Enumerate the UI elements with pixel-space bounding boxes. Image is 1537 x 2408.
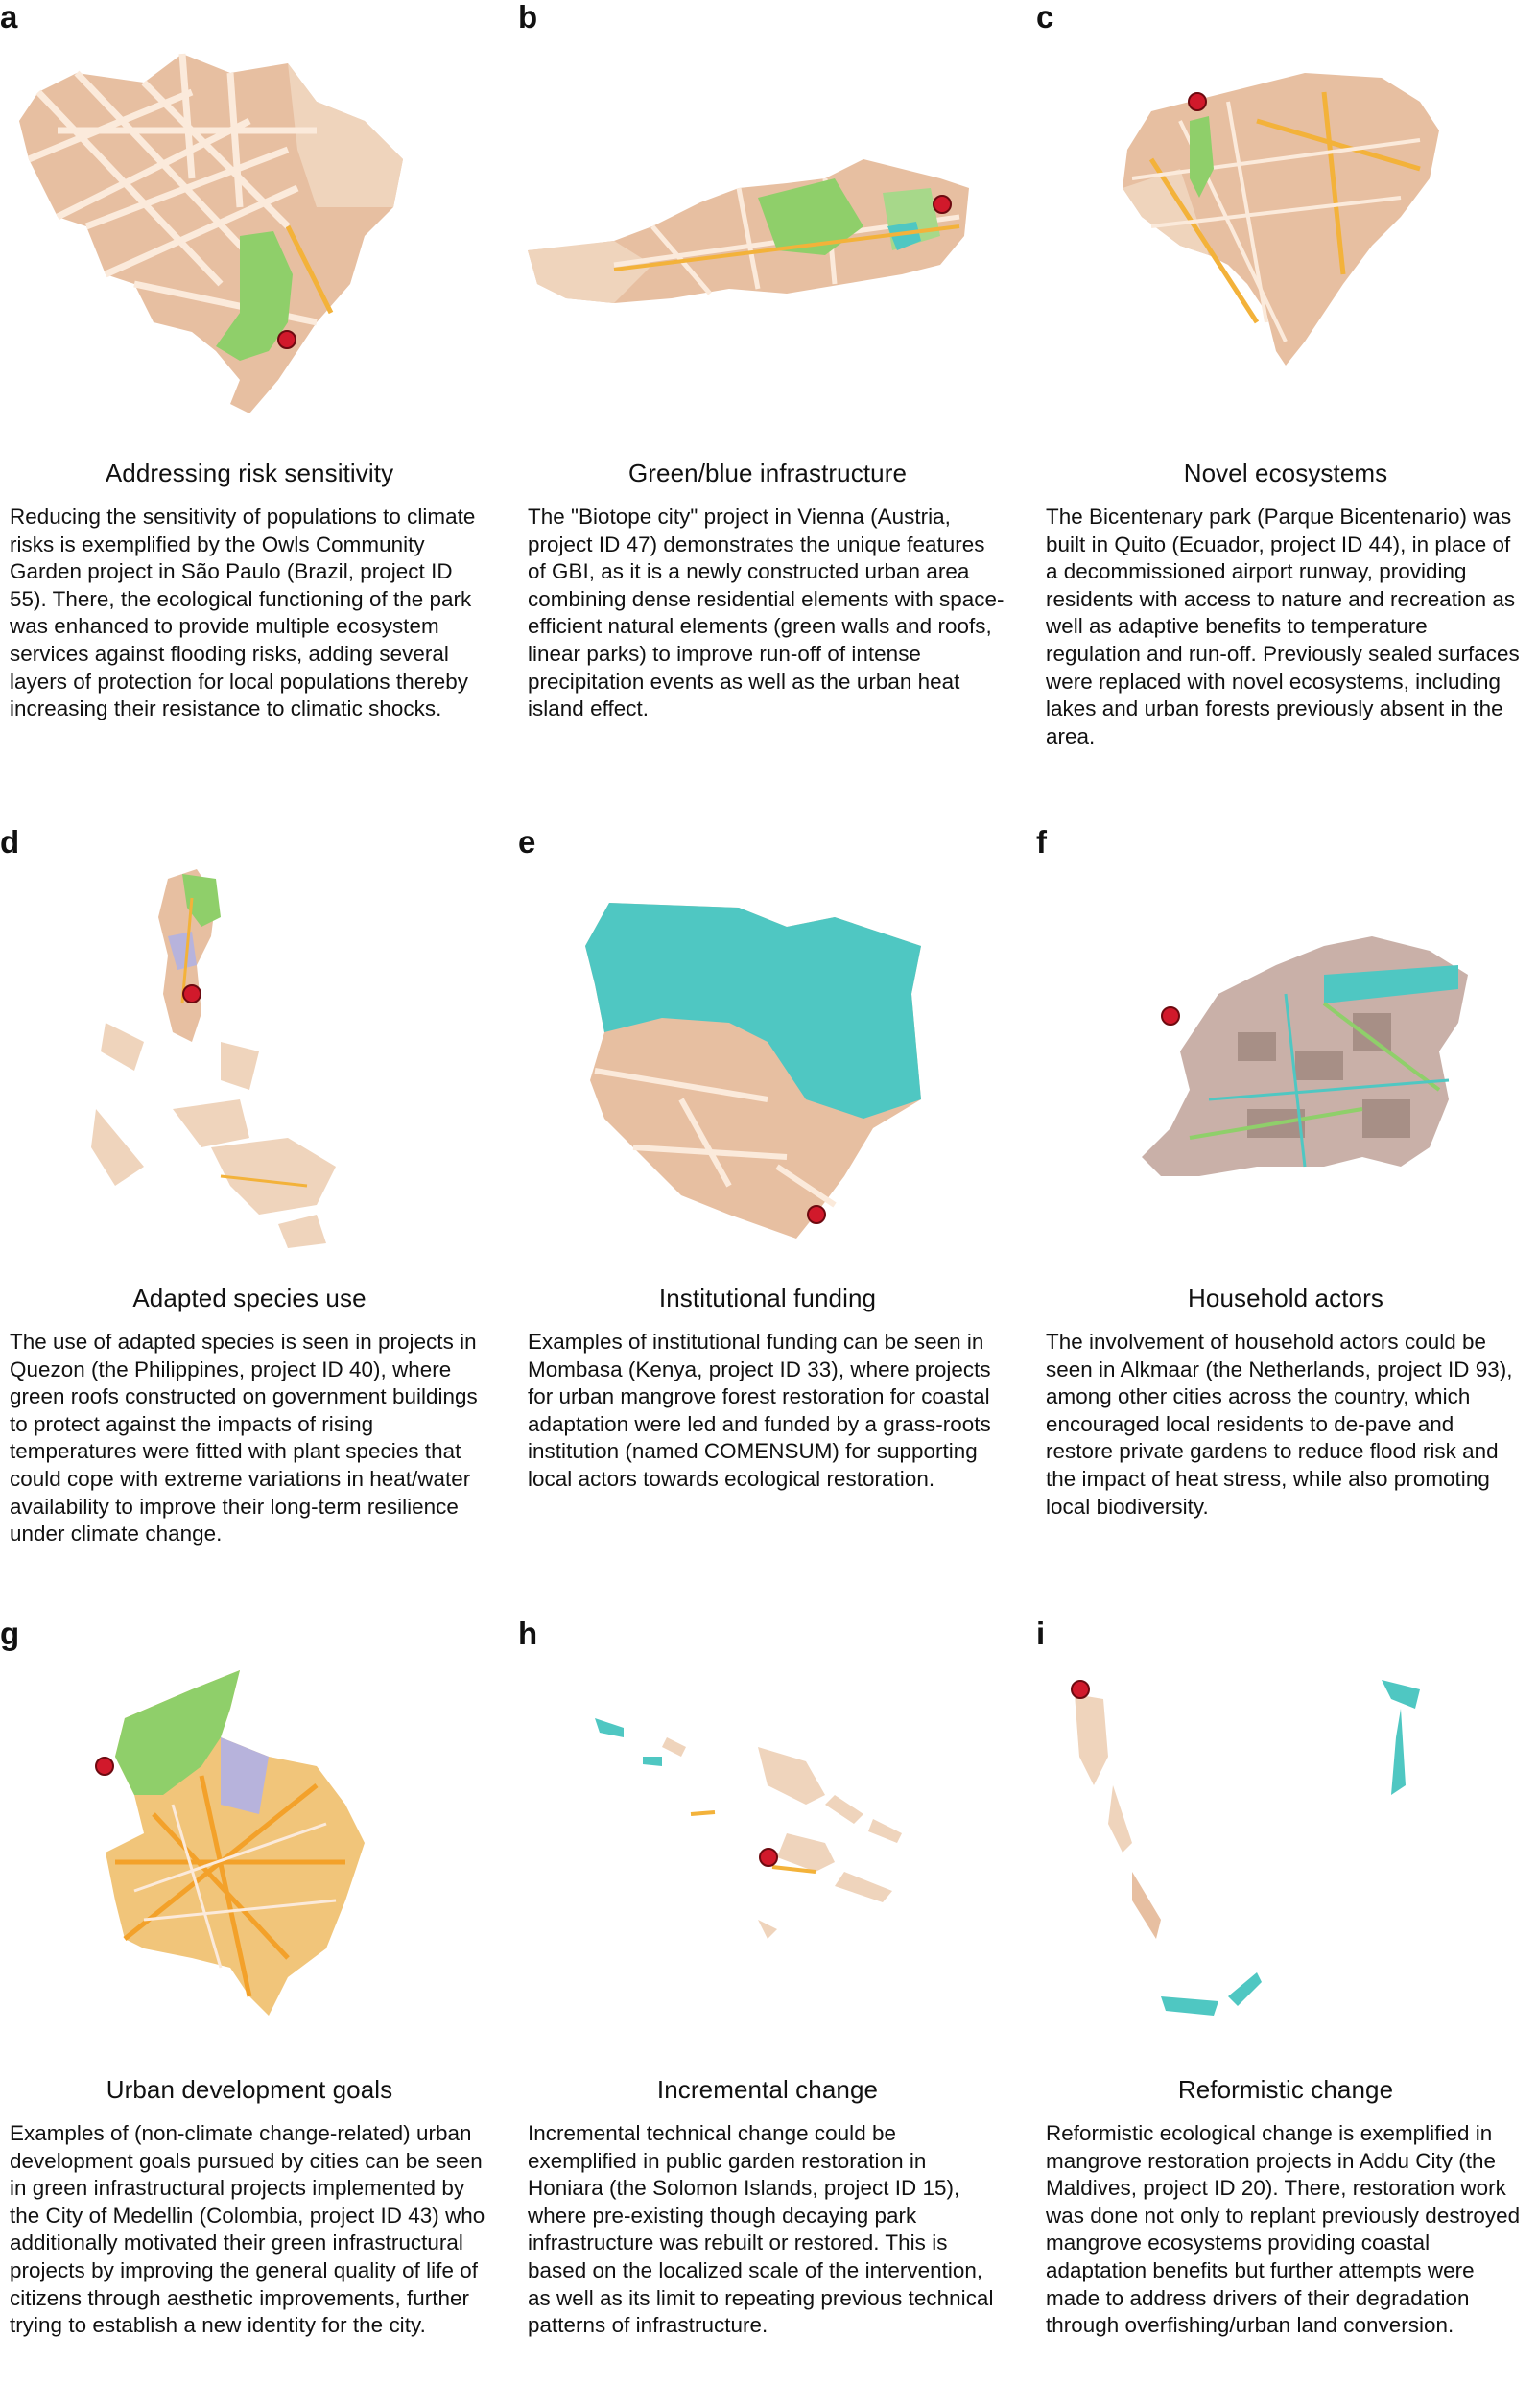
location-marker xyxy=(278,331,296,348)
map-netherlands-illustration xyxy=(1036,860,1535,1253)
map-solomon-islands xyxy=(518,1651,1017,2044)
highway xyxy=(691,1812,715,1814)
panel-e xyxy=(518,825,1017,1617)
land-shape xyxy=(1132,1872,1161,1939)
map-brazil xyxy=(0,35,499,428)
map-philippines-illustration xyxy=(0,860,499,1253)
panel-title: Reformistic change xyxy=(1177,2075,1394,2104)
location-marker xyxy=(808,1206,825,1223)
panel-description: The use of adapted species is seen in projects in Quezon (the Philippines, project ID 40), where green roofs constructed on government buildings to protect against the impacts of rising temperatures were fitted with plant species that could cope with extreme variations in heat/water availability to improve their long-term resilience under climate change. xyxy=(10,1330,478,1546)
water-islands xyxy=(1161,1680,1420,2016)
panel-title: Incremental change xyxy=(656,2075,879,2104)
map-ecuador xyxy=(1036,35,1535,428)
panel-title: Novel ecosystems xyxy=(1183,459,1388,487)
map-colombia xyxy=(0,1651,499,2044)
map-brazil-illustration xyxy=(0,35,499,428)
location-marker xyxy=(183,985,201,1003)
water-islands xyxy=(595,1718,662,1766)
island-shapes xyxy=(662,1737,902,1939)
panel-label: e xyxy=(518,824,536,860)
map-maldives-illustration xyxy=(1036,1651,1535,2044)
panel-label: d xyxy=(0,824,20,860)
panel-title: Adapted species use xyxy=(132,1284,367,1312)
map-philippines xyxy=(0,860,499,1253)
location-marker xyxy=(96,1758,113,1775)
location-marker xyxy=(1189,93,1206,110)
location-marker xyxy=(1072,1681,1089,1698)
panel-label: i xyxy=(1036,1616,1046,1651)
panel-d xyxy=(0,825,499,1617)
panel-h xyxy=(518,1617,1017,2408)
panel-description: Reducing the sensitivity of populations to climate risks is exemplified by the Owls Community Garden project in São Paulo (Brazil, project ID 55). There, the ecological functioning of the park was enhanced to provide multiple ecosystem services against flooding risks, adding several layers of protection for local populations thereby increasing their resistance to climatic shocks. xyxy=(10,505,476,721)
panel-label: b xyxy=(518,0,538,35)
panel-description: Incremental technical change could be exemplified in public garden restoration in Honiara (the Solomon Islands, project ID 15), where pre-existing though decaying park infrastructure was rebuilt or restored. This is based on the localized scale of the intervention, as well as its limit to repeating previous technical patterns of infrastructure. xyxy=(528,2121,994,2338)
map-maldives xyxy=(1036,1651,1535,2044)
panel-label: a xyxy=(0,0,18,35)
panel-a xyxy=(0,0,499,791)
map-ecuador-illustration xyxy=(1036,35,1535,428)
location-marker xyxy=(1162,1007,1179,1025)
location-marker xyxy=(760,1849,777,1866)
location-marker xyxy=(934,196,951,213)
island-shapes xyxy=(1075,1694,1132,1853)
panel-title: Household actors xyxy=(1188,1284,1383,1312)
island-shapes xyxy=(91,1023,336,1248)
map-austria-illustration xyxy=(518,35,1017,428)
panel-title: Green/blue infrastructure xyxy=(627,459,908,487)
panel-c xyxy=(1036,0,1535,791)
panel-title: Addressing risk sensitivity xyxy=(105,459,394,487)
panel-description: The involvement of household actors could be seen in Alkmaar (the Netherlands, project ID 93), among other cities across the country, which encouraged local residents to de-pave and restore private gardens to reduce flood risk and the impact of heat stress, while also promoting local biodiversity. xyxy=(1046,1330,1513,1519)
panel-label: h xyxy=(518,1616,538,1651)
panel-b xyxy=(518,0,1017,791)
map-netherlands xyxy=(1036,860,1535,1253)
panel-g xyxy=(0,1617,499,2408)
panel-f xyxy=(1036,825,1535,1617)
map-solomon-islands-illustration xyxy=(518,1651,1017,2044)
map-kenya xyxy=(518,860,1017,1253)
panel-description: Reformistic ecological change is exemplified in mangrove restoration projects in Addu City (the Maldives, project ID 20). There, restoration work was done not only to replant previously destroyed mangrove ecosystems providing coastal adaptation benefits but further attempts were made to address drivers of their degradation through overfishing/urban land conversion. xyxy=(1046,2121,1521,2338)
map-austria xyxy=(518,35,1017,428)
panel-label: c xyxy=(1036,0,1054,35)
map-kenya-illustration xyxy=(518,860,1017,1253)
panel-description: Examples of (non-climate change-related) urban development goals pursued by cities can be seen in green infrastructural projects implemented by the City of Medellin (Colombia, project ID 43) who additionally motivated their green infrastructural projects by improving the general quality of life of citizens through aesthetic improvements, further trying to establish a new identity for the city. xyxy=(10,2121,485,2338)
panel-description: Examples of institutional funding can be seen in Mombasa (Kenya, project ID 33), where projects for urban mangrove forest restoration for coastal adaptation were led and funded by a grass-roots institution (named COMENSUM) for supporting local actors towards ecological restoration. xyxy=(528,1330,991,1491)
land-shape xyxy=(19,54,403,413)
panel-label: f xyxy=(1036,824,1047,860)
panel-label: g xyxy=(0,1616,20,1651)
panel-description: The Bicentenary park (Parque Bicentenario) was built in Quito (Ecuador, project ID 44), in place of a decommissioned airport runway, providing residents with access to nature and recreation as well as adaptive benefits to temperature regulation and run-off. Previously sealed surfaces were replaced with novel ecosystems, including lakes and urban forests previously absent in the area. xyxy=(1046,505,1520,748)
panel-description: The "Biotope city" project in Vienna (Austria, project ID 47) demonstrates the unique features of GBI, as it is a newly constructed urban area combining dense residential elements with space-efficient natural elements (green walls and roofs, linear parks) to improve run-off of intense precipitation events as well as the urban heat island effect. xyxy=(528,505,1005,721)
map-colombia-illustration xyxy=(0,1651,499,2044)
panel-title: Institutional funding xyxy=(658,1284,877,1312)
panel-i xyxy=(1036,1617,1535,2408)
panel-title: Urban development goals xyxy=(106,2075,393,2104)
